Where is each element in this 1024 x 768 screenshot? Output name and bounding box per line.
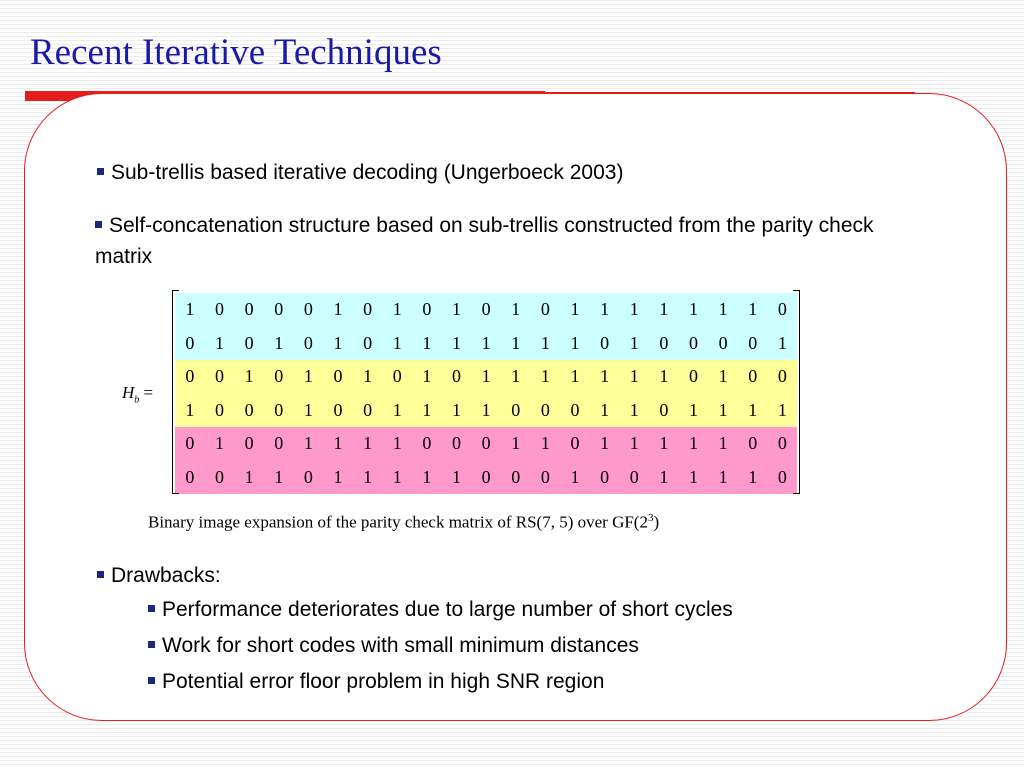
matrix-cell: 0 bbox=[748, 332, 758, 353]
square-bullet-icon bbox=[148, 677, 155, 684]
matrix-cell: 0 bbox=[214, 466, 224, 487]
matrix-symbol: H bbox=[122, 383, 135, 402]
matrix-cell: 0 bbox=[748, 366, 758, 386]
matrix-cell: 0 bbox=[570, 433, 580, 453]
matrix-cell: 0 bbox=[600, 466, 610, 487]
matrix-cell: 1 bbox=[451, 332, 461, 353]
matrix-cell: 1 bbox=[718, 366, 728, 386]
matrix-cell: 0 bbox=[659, 332, 669, 353]
matrix-cell: 1 bbox=[777, 399, 787, 420]
matrix-cell: 0 bbox=[688, 366, 698, 386]
matrix-cell: 1 bbox=[185, 399, 195, 420]
matrix-cell: 1 bbox=[570, 299, 580, 319]
matrix-cell: 0 bbox=[777, 366, 787, 386]
matrix-cell: 1 bbox=[333, 332, 343, 353]
matrix-cell: 1 bbox=[570, 466, 580, 487]
matrix-cell: 0 bbox=[570, 399, 580, 420]
drawback-text: Performance deteriorates due to large number of short cycles bbox=[162, 598, 733, 621]
drawback-item bbox=[148, 594, 733, 625]
matrix-cell: 1 bbox=[481, 332, 491, 353]
matrix-cell: 1 bbox=[600, 366, 610, 386]
matrix-cell: 0 bbox=[777, 299, 787, 319]
matrix-subscript: b bbox=[134, 394, 140, 406]
matrix-cell: 0 bbox=[303, 299, 313, 319]
matrix-cell: 1 bbox=[185, 299, 195, 319]
matrix-cell: 1 bbox=[481, 366, 491, 386]
matrix-cell: 0 bbox=[185, 332, 195, 353]
matrix-row bbox=[175, 394, 797, 427]
matrix-cell: 1 bbox=[540, 332, 550, 353]
matrix-cell: 0 bbox=[214, 366, 224, 386]
drawback-text: Work for short codes with small minimum distances bbox=[162, 634, 639, 657]
matrix-row bbox=[175, 427, 797, 460]
matrix-cell: 1 bbox=[511, 366, 521, 386]
matrix-cell: 0 bbox=[185, 433, 195, 453]
matrix-cell: 1 bbox=[688, 466, 698, 487]
matrix-cell: 1 bbox=[363, 366, 373, 386]
matrix-cell: 1 bbox=[392, 332, 402, 353]
square-bullet-icon bbox=[97, 571, 104, 578]
bullet-text: Self-concatenation structure based on sub-trellis constructed from the parity check matrix bbox=[95, 214, 874, 268]
matrix-cell: 1 bbox=[629, 332, 639, 353]
matrix-cell: 1 bbox=[659, 433, 669, 453]
matrix-cell: 1 bbox=[777, 332, 787, 353]
matrix-cell: 0 bbox=[481, 433, 491, 453]
matrix-cell: 0 bbox=[333, 399, 343, 420]
square-bullet-icon bbox=[97, 168, 104, 175]
matrix-cell: 1 bbox=[629, 433, 639, 453]
matrix-cell: 0 bbox=[451, 366, 461, 386]
bullet-drawbacks bbox=[97, 560, 221, 591]
matrix-cell: 1 bbox=[511, 332, 521, 353]
matrix-cell: 1 bbox=[214, 332, 224, 353]
matrix-cell: 1 bbox=[688, 433, 698, 453]
drawback-item bbox=[148, 666, 604, 697]
matrix-cell: 1 bbox=[244, 366, 254, 386]
matrix-cell: 0 bbox=[363, 399, 373, 420]
matrix-cell: 1 bbox=[274, 332, 284, 353]
matrix-cell: 1 bbox=[392, 299, 402, 319]
matrix-cell: 0 bbox=[303, 466, 313, 487]
matrix-cell: 0 bbox=[540, 299, 550, 319]
matrix-cell: 0 bbox=[214, 399, 224, 420]
matrix-cell: 0 bbox=[363, 299, 373, 319]
matrix-cell: 0 bbox=[511, 466, 521, 487]
matrix-cell: 1 bbox=[718, 399, 728, 420]
matrix-cell: 0 bbox=[244, 433, 254, 453]
matrix-cell: 0 bbox=[422, 433, 432, 453]
matrix-cell: 1 bbox=[333, 466, 343, 487]
matrix-cell: 0 bbox=[748, 433, 758, 453]
matrix-cell: 1 bbox=[274, 466, 284, 487]
matrix-cell: 1 bbox=[570, 332, 580, 353]
matrix-cell: 0 bbox=[600, 332, 610, 353]
matrix-cell: 0 bbox=[777, 466, 787, 487]
matrix-cell: 1 bbox=[659, 366, 669, 386]
square-bullet-icon bbox=[148, 641, 155, 648]
matrix-cell: 1 bbox=[540, 433, 550, 453]
matrix-cell: 1 bbox=[629, 366, 639, 386]
matrix-cell: 0 bbox=[688, 332, 698, 353]
matrix-cell: 1 bbox=[392, 466, 402, 487]
caption-superscript: 3 bbox=[647, 512, 654, 524]
matrix-cell: 1 bbox=[303, 433, 313, 453]
matrix-cell: 1 bbox=[718, 433, 728, 453]
matrix-cell: 1 bbox=[629, 399, 639, 420]
matrix-cell: 0 bbox=[540, 399, 550, 420]
matrix-cell: 1 bbox=[748, 466, 758, 487]
matrix-cell: 0 bbox=[659, 399, 669, 420]
matrix-cell: 0 bbox=[451, 433, 461, 453]
matrix-cell: 0 bbox=[274, 399, 284, 420]
matrix-cell: 1 bbox=[718, 299, 728, 319]
matrix-cell: 1 bbox=[748, 299, 758, 319]
matrix-cell: 0 bbox=[214, 299, 224, 319]
matrix-cell: 0 bbox=[718, 332, 728, 353]
matrix-cell: 1 bbox=[303, 399, 313, 420]
matrix-cell: 0 bbox=[185, 466, 195, 487]
matrix-cell: 0 bbox=[629, 466, 639, 487]
matrix-cell: 1 bbox=[451, 466, 461, 487]
matrix-cell: 0 bbox=[244, 332, 254, 353]
matrix-cell: 1 bbox=[422, 366, 432, 386]
drawbacks-heading: Drawbacks: bbox=[111, 564, 221, 587]
matrix-caption bbox=[148, 512, 659, 533]
matrix-cell: 0 bbox=[333, 366, 343, 386]
matrix-cell: 1 bbox=[629, 299, 639, 319]
matrix-cell: 0 bbox=[392, 366, 402, 386]
matrix-cell: 1 bbox=[422, 466, 432, 487]
bullet-self-concatenation bbox=[95, 210, 935, 272]
matrix-cell: 1 bbox=[659, 466, 669, 487]
matrix-equals: = bbox=[143, 383, 154, 402]
matrix-cell: 1 bbox=[392, 399, 402, 420]
matrix-cell: 0 bbox=[363, 332, 373, 353]
drawback-item bbox=[148, 630, 639, 661]
matrix-cell: 1 bbox=[570, 366, 580, 386]
matrix-row bbox=[175, 327, 797, 360]
matrix-cell: 0 bbox=[777, 433, 787, 453]
matrix-cell: 0 bbox=[244, 399, 254, 420]
matrix-cell: 1 bbox=[333, 299, 343, 319]
matrix-cell: 1 bbox=[392, 433, 402, 453]
matrix-cell: 0 bbox=[481, 299, 491, 319]
matrix-row bbox=[175, 461, 797, 494]
matrix-cell: 0 bbox=[422, 299, 432, 319]
parity-check-matrix bbox=[172, 290, 800, 494]
matrix-cell: 1 bbox=[333, 433, 343, 453]
matrix-cell: 1 bbox=[451, 399, 461, 420]
matrix-cell: 1 bbox=[540, 366, 550, 386]
matrix-cell: 1 bbox=[718, 466, 728, 487]
matrix-cell: 0 bbox=[511, 399, 521, 420]
matrix-cell: 1 bbox=[511, 433, 521, 453]
matrix-cell: 1 bbox=[600, 299, 610, 319]
matrix-cell: 1 bbox=[363, 433, 373, 453]
matrix-cell: 0 bbox=[540, 466, 550, 487]
matrix-cell: 1 bbox=[688, 399, 698, 420]
matrix-cell: 0 bbox=[274, 299, 284, 319]
matrix-cell: 0 bbox=[274, 366, 284, 386]
matrix-cell: 1 bbox=[511, 299, 521, 319]
matrix-cell: 0 bbox=[481, 466, 491, 487]
matrix-cell: 0 bbox=[185, 366, 195, 386]
caption-suffix: ) bbox=[653, 512, 660, 532]
matrix-cell: 1 bbox=[600, 399, 610, 420]
matrix-cell: 1 bbox=[363, 466, 373, 487]
square-bullet-icon bbox=[95, 221, 102, 228]
matrix-label bbox=[122, 383, 153, 405]
matrix-cell: 1 bbox=[422, 332, 432, 353]
matrix-cell: 1 bbox=[422, 399, 432, 420]
matrix-cell: 1 bbox=[659, 299, 669, 319]
matrix-cell: 1 bbox=[600, 433, 610, 453]
matrix-cell: 1 bbox=[214, 433, 224, 453]
bullet-sub-trellis bbox=[97, 157, 623, 188]
square-bullet-icon bbox=[148, 605, 155, 612]
drawback-text: Potential error floor problem in high SNR region bbox=[162, 670, 605, 693]
matrix-cell: 0 bbox=[274, 433, 284, 453]
matrix-cell: 1 bbox=[688, 299, 698, 319]
matrix-cell: 0 bbox=[303, 332, 313, 353]
bullet-text: Sub-trellis based iterative decoding (Ungerboeck 2003) bbox=[111, 161, 624, 184]
matrix-row bbox=[175, 293, 797, 326]
matrix-cell: 1 bbox=[748, 399, 758, 420]
slide-title: Recent Iterative Techniques bbox=[30, 32, 442, 73]
caption-text: Binary image expansion of the parity check matrix of RS(7, 5) over GF(2 bbox=[148, 512, 648, 532]
matrix-cell: 1 bbox=[303, 366, 313, 386]
matrix-cell: 1 bbox=[451, 299, 461, 319]
matrix-row bbox=[175, 360, 797, 393]
matrix-cell: 0 bbox=[244, 299, 254, 319]
matrix-cell: 1 bbox=[244, 466, 254, 487]
matrix-cell: 1 bbox=[481, 399, 491, 420]
